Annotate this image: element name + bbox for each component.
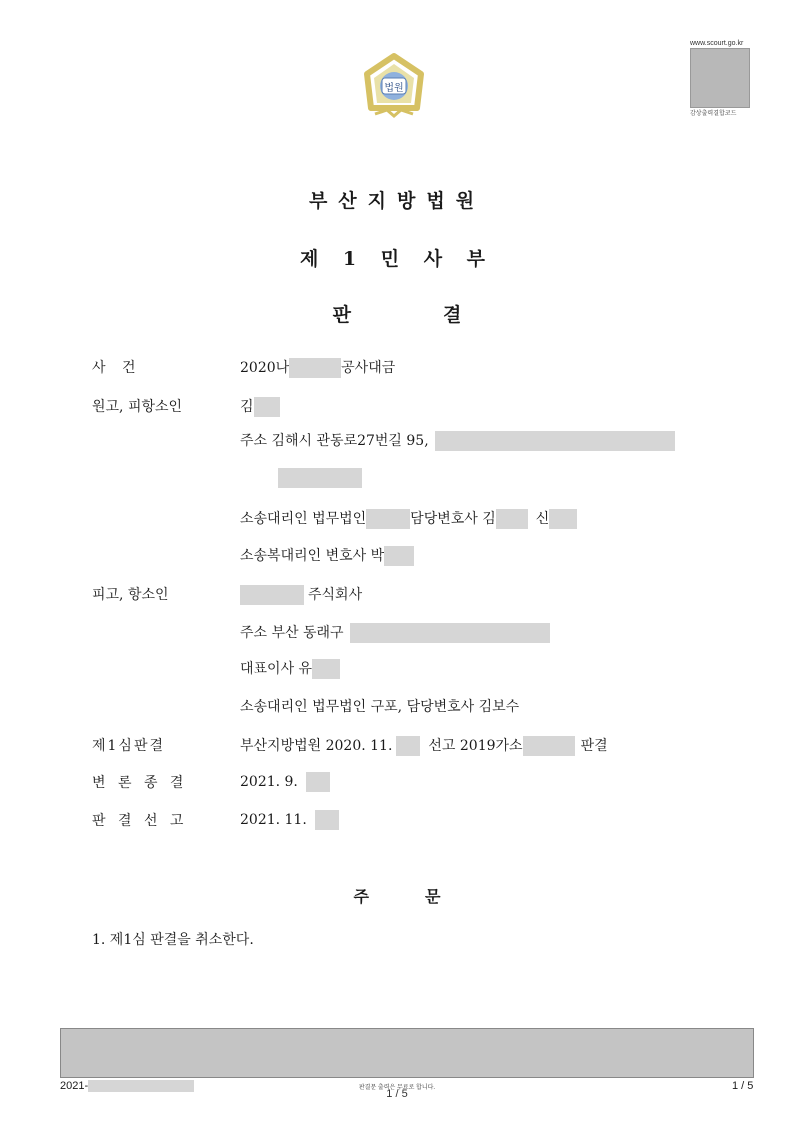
defendant-address: [240, 622, 550, 643]
footer-page-right: 1 / 5: [732, 1080, 754, 1092]
plaintiff-counsel: [240, 508, 577, 529]
title-right: 결: [443, 304, 462, 326]
redaction: [350, 623, 550, 643]
case-label: 사 건: [92, 360, 142, 376]
defendant-address-text: 주소 부산 동래구: [240, 625, 344, 641]
emblem-label: 법원: [384, 83, 404, 94]
redaction: [306, 772, 330, 792]
redaction: [240, 585, 304, 605]
plaintiff-subagent-text: 소송복대리인 변호사 박: [240, 548, 385, 564]
redaction: [315, 810, 339, 830]
first-instance-b: 선고 2019가소: [428, 738, 523, 754]
closing-date-text: 2021. 9.: [240, 774, 298, 790]
redaction: [366, 509, 410, 529]
footer-id-prefix: 2021-: [60, 1080, 89, 1092]
plaintiff-label: 원고, 피항소인: [92, 399, 183, 415]
closing-date: [240, 772, 330, 792]
closing-label: 변 론 종 결: [92, 775, 188, 791]
defendant-name-suffix: 주식회사: [308, 587, 363, 603]
first-instance-label: 제1심판결: [92, 738, 166, 754]
first-instance-a: 부산지방법원 2020. 11.: [240, 738, 393, 754]
case-number-prefix: 2020나: [240, 360, 290, 376]
plaintiff-name-text: 김: [240, 399, 254, 415]
defendant-rep-text: 대표이사 유: [240, 661, 313, 677]
first-instance-c: 판결: [580, 738, 608, 754]
order-heading-left: 주: [353, 887, 369, 906]
qr-label: 감상출력결합코드: [690, 111, 737, 117]
defendant-label: 피고, 항소인: [92, 587, 169, 603]
document-title: [0, 300, 794, 327]
defendant-rep: [240, 658, 340, 679]
redaction: [435, 431, 675, 451]
order-heading-right: 문: [425, 887, 441, 906]
redaction: [549, 509, 577, 529]
sentencing-date-text: 2021. 11.: [240, 812, 307, 828]
footer-redacted-band: [60, 1028, 754, 1078]
plaintiff-address: [240, 430, 675, 451]
redaction: [312, 659, 340, 679]
title-left: 판: [332, 304, 351, 326]
footer-page-center: 1 / 5: [386, 1088, 408, 1100]
redaction: [254, 397, 280, 417]
redaction: [278, 468, 362, 488]
plaintiff-address-line2: [278, 468, 362, 488]
qr-url: www.scourt.go.kr: [690, 40, 744, 47]
order-heading: [0, 884, 794, 907]
redaction: [289, 358, 341, 378]
division-name: 제 1 민 사 부: [299, 248, 495, 270]
plaintiff-subagent: [240, 545, 414, 566]
redaction: [384, 546, 414, 566]
plaintiff-counsel-text: 소송대리인 법무법인: [240, 511, 367, 527]
order-item-1: 1. 제1심 판결을 취소한다.: [92, 932, 254, 948]
sentencing-date: [240, 810, 339, 830]
court-name: 부산지방법원: [308, 190, 486, 212]
redaction: [396, 736, 420, 756]
redaction: [496, 509, 528, 529]
case-number: [240, 357, 395, 378]
plaintiff-attorney2: 신: [535, 511, 550, 527]
qr-code-icon: [690, 48, 750, 108]
defendant-name: [240, 584, 362, 605]
defendant-counsel: 소송대리인 법무법인 구포, 담당변호사 김보수: [240, 699, 520, 715]
plaintiff-address-text: 주소 김해시 관동로27번길 95,: [240, 433, 429, 449]
case-name: 공사대금: [341, 360, 396, 376]
plaintiff-attorney: 담당변호사 김: [410, 511, 496, 527]
first-instance-judgment: [240, 735, 608, 756]
plaintiff-name: [240, 396, 280, 417]
sentencing-label: 판 결 선 고: [92, 813, 188, 829]
court-emblem-icon: [357, 52, 431, 126]
footer-note: 판결문 출력은 무료로 합니다.: [358, 1085, 436, 1091]
redaction: [523, 736, 575, 756]
